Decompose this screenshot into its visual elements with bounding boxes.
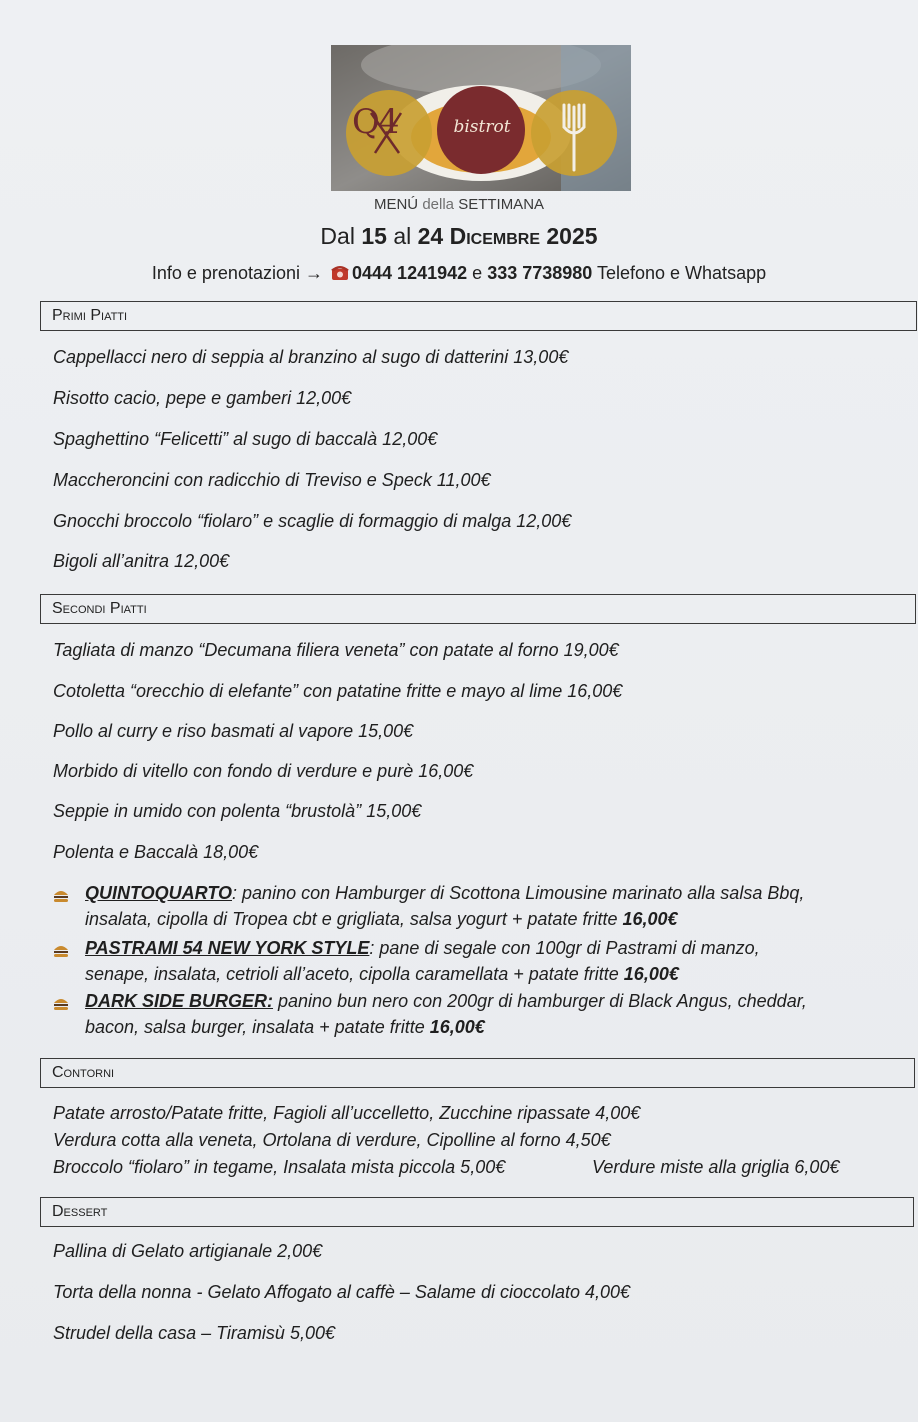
burger-name: PASTRAMI 54 NEW YORK STYLE: [85, 938, 370, 958]
contorni-line: Broccolo “fiolaro” in tegame, Insalata mista piccola 5,00€: [53, 1157, 506, 1177]
burger-desc-1: pane di segale con 100gr di Pastrami di manzo,: [374, 938, 760, 958]
menu-item: Pallina di Gelato artigianale 2,00€: [53, 1241, 323, 1261]
phone-number-1[interactable]: 0444 1241942: [352, 263, 468, 283]
menu-dates: [0, 223, 918, 250]
dates-al: al: [393, 223, 412, 249]
section-title: Primi Piatti: [52, 307, 128, 324]
info-label: Info e prenotazioni: [151, 263, 300, 283]
dates-day2: 24: [417, 223, 444, 249]
menu-item: Bigoli all’anitra 12,00€: [53, 551, 230, 571]
section-title: Dessert: [52, 1203, 108, 1220]
burger-desc-1: panino con Hamburger di Scottona Limousine marinato alla salsa Bbq,: [237, 883, 805, 903]
menu-item: Seppie in umido con polenta “brustolà” 15,00€: [53, 801, 422, 821]
menu-item: Cappellacci nero di seppia al branzino al sugo di datterini 13,00€: [53, 347, 569, 367]
burger-icon: [53, 884, 69, 910]
burger-desc-2: senape, insalata, cetrioli all’aceto, cipolla caramellata + patate fritte: [85, 964, 624, 984]
burger-name: DARK SIDE BURGER:: [85, 991, 274, 1011]
dates-day1: 15: [361, 223, 387, 249]
burger-icon: [53, 939, 69, 965]
burger-item: [53, 935, 760, 987]
menu-item: Torta della nonna - Gelato Affogato al caffè – Salame di cioccolato 4,00€: [53, 1282, 631, 1302]
info-and: e: [472, 263, 483, 283]
phone-number-2[interactable]: 333 7738980: [487, 263, 593, 283]
section-heading-primi: [40, 301, 917, 331]
dates-month: Dicembre: [449, 223, 540, 249]
burger-sep: :: [369, 938, 375, 958]
contorni-line: Verdura cotta alla veneta, Ortolana di verdure, Cipolline al forno 4,50€: [53, 1130, 611, 1150]
section-heading-dessert: [40, 1197, 914, 1227]
burger-icon: [53, 992, 69, 1018]
burger-item: [53, 988, 807, 1040]
dates-from: Dal: [320, 223, 355, 249]
menu-item: Strudel della casa – Tiramisù 5,00€: [53, 1323, 335, 1343]
menu-item: Tagliata di manzo “Decumana filiera veneta” con patate al forno 19,00€: [53, 640, 619, 660]
logo-wordmark: bistrot: [453, 117, 511, 137]
subtitle-menu: MENÚ: [373, 196, 419, 213]
burger-desc-2: insalata, cipolla di Tropea cbt e grigliata, salsa yogurt + patate fritte: [85, 909, 623, 929]
restaurant-logo: [331, 45, 631, 191]
info-suffix: Telefono e Whatsapp: [596, 263, 767, 283]
menu-item: Pollo al curry e riso basmati al vapore 15,00€: [53, 721, 414, 741]
menu-item: Morbido di vitello con fondo di verdure e purè 16,00€: [53, 761, 474, 781]
section-title: Secondi Piatti: [52, 600, 147, 617]
booking-info: [0, 262, 918, 287]
burger-desc-2: bacon, salsa burger, insalata + patate fritte: [85, 1017, 430, 1037]
menu-item: Risotto cacio, pepe e gamberi 12,00€: [53, 388, 352, 408]
section-heading-secondi: [40, 594, 916, 624]
logo-mark: Q4: [352, 102, 398, 142]
burger-name: QUINTOQUARTO: [85, 883, 233, 903]
burger-price: 16,00€: [429, 1017, 485, 1037]
contorni-line-extra: Verdure miste alla griglia 6,00€: [592, 1157, 840, 1177]
burger-price: 16,00€: [623, 964, 679, 984]
menu-subtitle: [0, 196, 918, 213]
menu-item: Gnocchi broccolo “fiolaro” e scaglie di formaggio di malga 12,00€: [53, 511, 572, 531]
menu-item: Maccheroncini con radicchio di Treviso e Speck 11,00€: [53, 470, 491, 490]
burger-item: [53, 880, 804, 932]
menu-item: Spaghettino “Felicetti” al sugo di baccalà 12,00€: [53, 429, 438, 449]
burger-desc-1: panino bun nero con 200gr di hamburger di Black Angus, cheddar,: [273, 991, 807, 1011]
section-title: Contorni: [52, 1064, 115, 1081]
section-heading-contorni: [40, 1058, 915, 1088]
subtitle-della: della: [422, 196, 455, 213]
subtitle-settimana: SETTIMANA: [458, 196, 545, 213]
telephone-icon: [330, 262, 350, 287]
dates-year: 2025: [546, 223, 598, 249]
burger-sep: :: [232, 883, 238, 903]
menu-item: Polenta e Baccalà 18,00€: [53, 842, 259, 862]
contorni-line: Patate arrosto/Patate fritte, Fagioli all’uccelletto, Zucchine ripassate 4,00€: [53, 1103, 641, 1123]
burger-price: 16,00€: [622, 909, 678, 929]
arrow-icon: →: [305, 263, 323, 283]
menu-item: Cotoletta “orecchio di elefante” con patatine fritte e mayo al lime 16,00€: [53, 681, 623, 701]
